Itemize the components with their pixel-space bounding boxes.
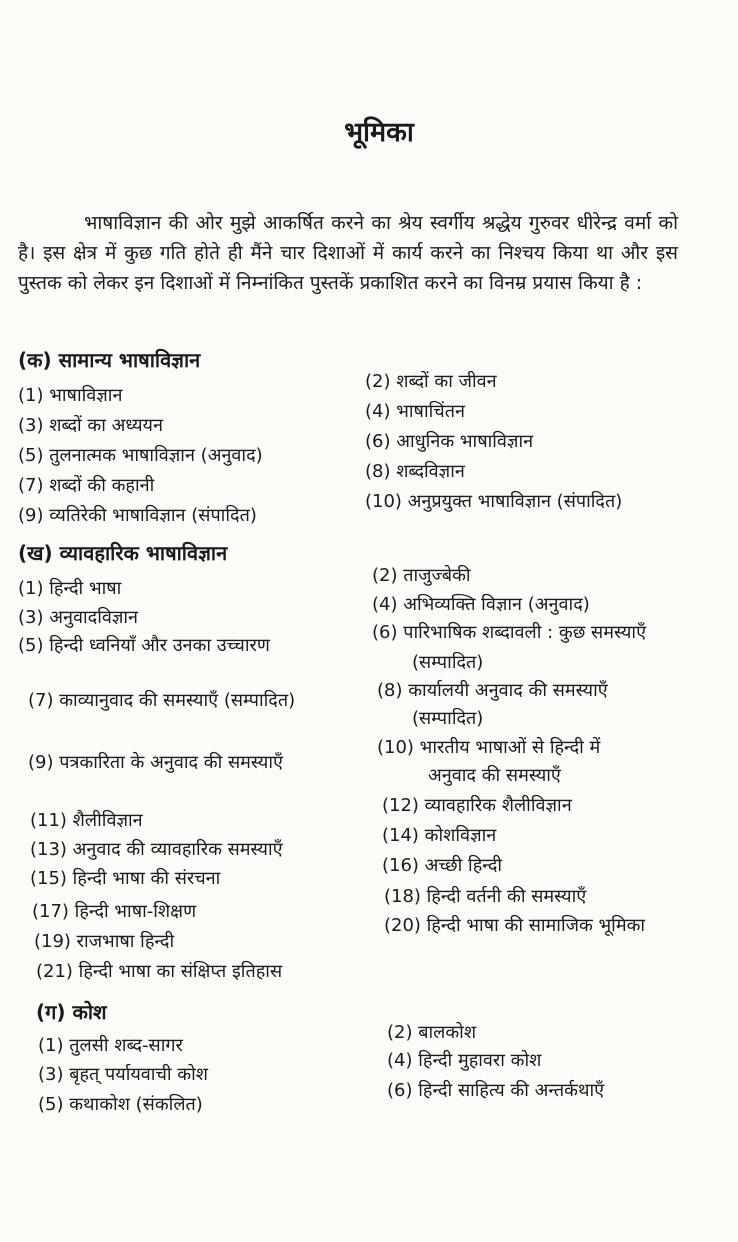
list-item: (5) हिन्दी ध्वनियाँ और उनका उच्चारण	[18, 635, 270, 656]
list-item: (12) व्यावहारिक शैलीविज्ञान	[382, 795, 572, 816]
list-item-continuation: अनुवाद की समस्याएँ	[428, 765, 561, 786]
list-item: (15) हिन्दी भाषा की संरचना	[30, 868, 221, 889]
list-item: (2) शब्दों का जीवन	[365, 371, 497, 392]
list-item: (8) कार्यालयी अनुवाद की समस्याएँ	[377, 680, 608, 701]
list-item: (20) हिन्दी भाषा की सामाजिक भूमिका	[384, 915, 646, 936]
list-item: (4) हिन्दी मुहावरा कोश	[387, 1050, 542, 1071]
list-item-continuation: (सम्पादित)	[412, 708, 484, 729]
list-item: (4) अभिव्यक्ति विज्ञान (अनुवाद)	[372, 594, 590, 615]
list-item: (18) हिन्दी वर्तनी की समस्याएँ	[384, 886, 587, 907]
intro-paragraph: भाषाविज्ञान की ओर मुझे आकर्षित करने का श्रेय स्वर्गीय श्रद्धेय गुरुवर धीरेन्द्र वर्मा को है। इस क्षेत्र में कुछ गति होते ही मैंने चार दिशाओं में कार्य करने का निश्चय किया था और इस पुस्तक को लेकर इन दिशाओं में निम्नांकित पुस्तकें प्रकाशित करने का विनम्र प्रयास किया है :	[18, 212, 678, 294]
page-title: भूमिका	[344, 117, 414, 148]
list-item: (3) अनुवादविज्ञान	[18, 607, 139, 628]
list-item: (16) अच्छी हिन्दी	[382, 855, 503, 876]
list-item: (2) बालकोश	[387, 1022, 477, 1043]
list-item: (7) काव्यानुवाद की समस्याएँ (सम्पादित)	[28, 690, 296, 711]
list-item: (4) भाषाचिंतन	[365, 401, 465, 422]
list-item: (21) हिन्दी भाषा का संक्षिप्त इतिहास	[36, 961, 283, 982]
list-item: (14) कोशविज्ञान	[382, 825, 497, 846]
list-item: (6) हिन्दी साहित्य की अन्तर्कथाएँ	[387, 1080, 605, 1101]
list-item: (2) ताजुज्बेकी	[372, 565, 471, 586]
list-item: (8) शब्दविज्ञान	[365, 461, 465, 482]
list-item: (13) अनुवाद की व्यावहारिक समस्याएँ	[30, 839, 283, 860]
list-item: (19) राजभाषा हिन्दी	[34, 931, 175, 952]
section-heading-kha: (ख) व्यावहारिक भाषाविज्ञान	[18, 541, 228, 565]
list-item: (1) भाषाविज्ञान	[18, 385, 123, 406]
list-item: (17) हिन्दी भाषा-शिक्षण	[32, 901, 197, 922]
list-item: (6) पारिभाषिक शब्दावली : कुछ समस्याएँ	[372, 622, 647, 643]
list-item: (10) अनुप्रयुक्त भाषाविज्ञान (संपादित)	[365, 491, 623, 512]
list-item: (9) व्यतिरेकी भाषाविज्ञान (संपादित)	[18, 505, 257, 526]
list-item: (10) भारतीय भाषाओं से हिन्दी में	[377, 737, 601, 758]
list-item: (7) शब्दों की कहानी	[18, 475, 155, 496]
list-item: (1) तुलसी शब्द-सागर	[38, 1035, 183, 1056]
section-heading-ga: (ग) कोश	[36, 1000, 107, 1024]
list-item: (11) शैलीविज्ञान	[30, 810, 143, 831]
list-item: (3) बृहत् पर्यायवाची कोश	[38, 1064, 209, 1085]
list-item: (3) शब्दों का अध्ययन	[18, 415, 163, 436]
list-item: (5) कथाकोश (संकलित)	[38, 1094, 203, 1115]
section-heading-ka: (क) सामान्य भाषाविज्ञान	[18, 348, 201, 372]
list-item: (9) पत्रकारिता के अनुवाद की समस्याएँ	[28, 752, 283, 773]
list-item-continuation: (सम्पादित)	[412, 652, 484, 673]
list-item: (6) आधुनिक भाषाविज्ञान	[365, 431, 534, 452]
list-item: (1) हिन्दी भाषा	[18, 578, 122, 599]
list-item: (5) तुलनात्मक भाषाविज्ञान (अनुवाद)	[18, 445, 263, 466]
